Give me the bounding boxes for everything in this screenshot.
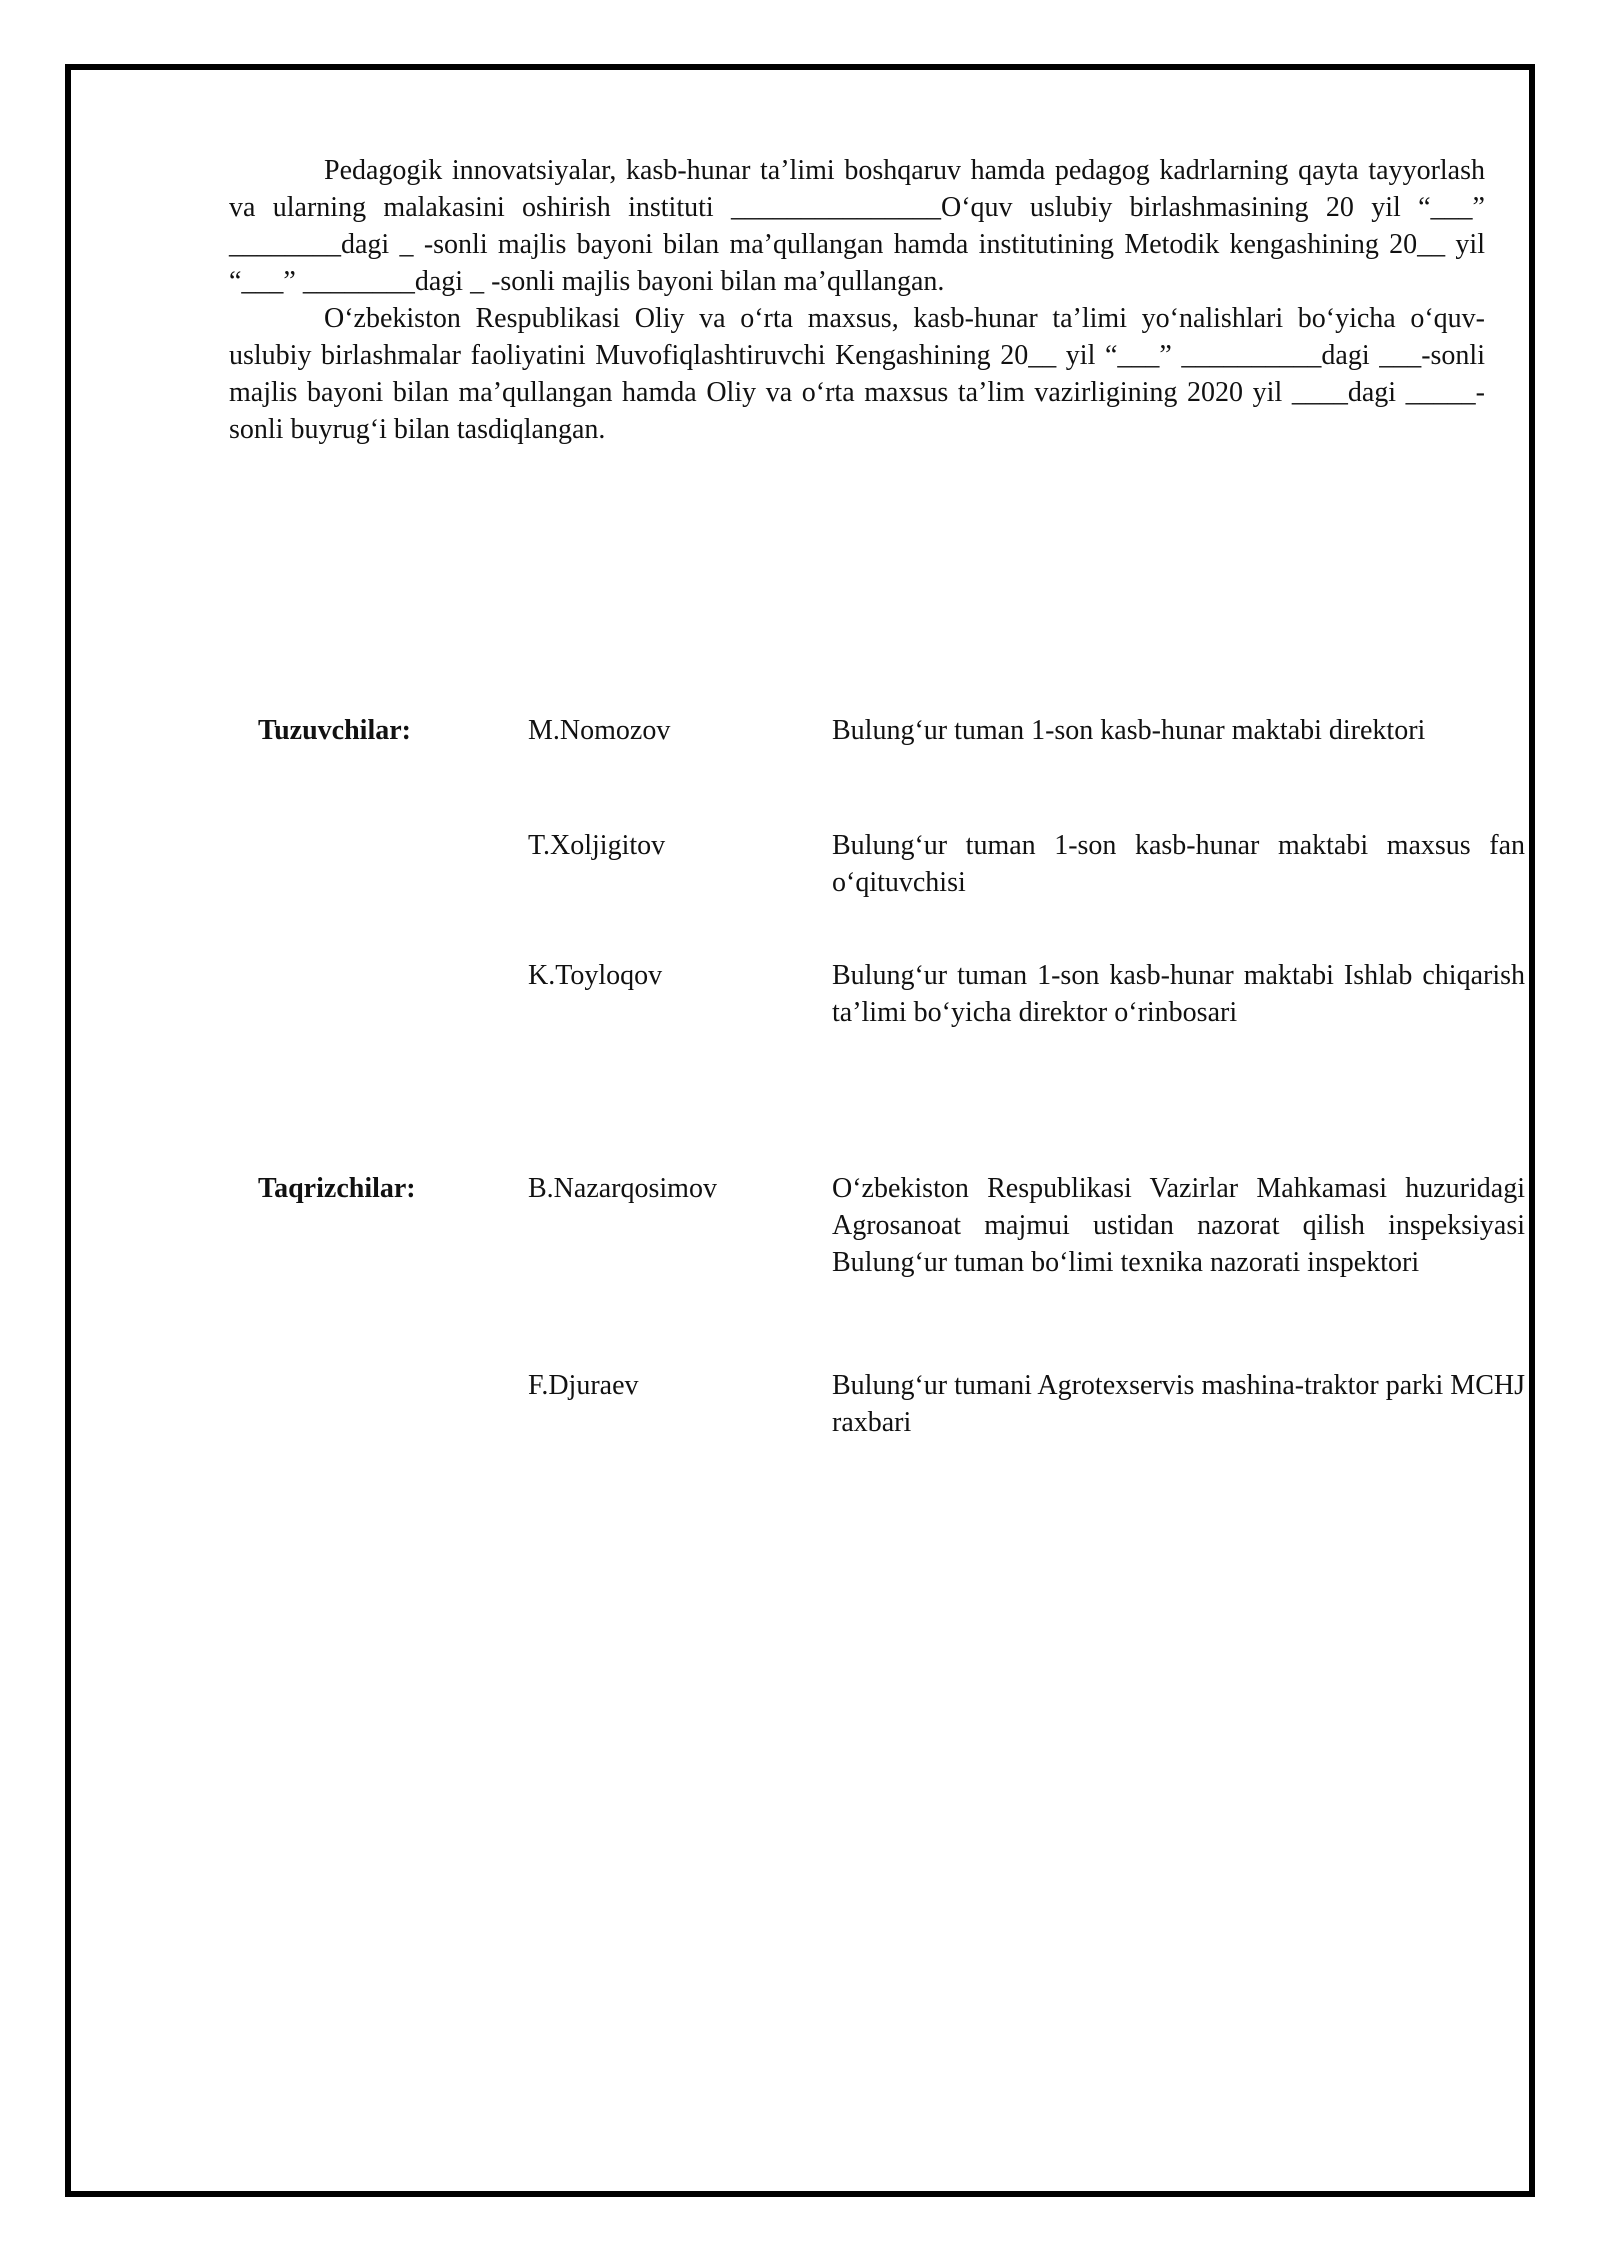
author-name: M.Nomozov xyxy=(528,715,671,746)
approval-paragraph-institute: Pedagogik innovatsiyalar, kasb-hunar ta’limi boshqaruv hamda pedagog kadrlarning qayta tayyorlash va ularning malakasini oshirish instituti _______________O‘quv uslubiy birlashmasining 20 yil “___” ________dagi _ -sonli majlis bayoni bilan ma’qullangan hamda institutining Metodik kengashining 20__ yil “___” ________dagi _ -sonli majlis bayoni bilan ma’qullangan. xyxy=(229,155,1485,297)
reviewer-role: O‘zbekiston Respublikasi Vazirlar Mahkamasi huzuridagi Agrosanoat majmui ustidan nazorat qilish inspeksiyasi Bulung‘ur tuman bo‘limi texnika nazorati inspektori xyxy=(832,1173,1525,1278)
authors-title: Tuzuvchilar: xyxy=(258,715,411,746)
author-name: K.Toyloqov xyxy=(528,960,663,991)
approval-paragraph-ministry: O‘zbekiston Respublikasi Oliy va o‘rta maxsus, kasb-hunar ta’limi yo‘nalishlari bo‘yicha o‘quv-uslubiy birlashmalar faoliyatini Muvofiqlashtiruvchi Kengashining 20__ yil “___” __________dagi ___-sonli majlis bayoni bilan ma’qullangan hamda Oliy va o‘rta maxsus ta’lim vazirligining 2020 yil ____dagi _____-sonli buyrug‘i bilan tasdiqlangan. xyxy=(229,303,1485,445)
author-name: T.Xoljigitov xyxy=(528,830,666,861)
author-role: Bulung‘ur tuman 1-son kasb-hunar maktabi Ishlab chiqarish ta’limi bo‘yicha direktor o‘rinbosari xyxy=(832,960,1525,1028)
approval-text xyxy=(229,152,1485,448)
author-role: Bulung‘ur tuman 1-son kasb-hunar maktabi maxsus fan o‘qituvchisi xyxy=(832,830,1525,898)
reviewer-name: B.Nazarqosimov xyxy=(528,1173,717,1204)
reviewer-name: F.Djuraev xyxy=(528,1370,639,1401)
author-role: Bulung‘ur tuman 1-son kasb-hunar maktabi direktori xyxy=(832,715,1426,746)
reviewer-role: Bulung‘ur tumani Agrotexservis mashina-traktor parki MCHJ raxbari xyxy=(832,1370,1525,1438)
reviewers-title: Taqrizchilar: xyxy=(258,1173,416,1204)
